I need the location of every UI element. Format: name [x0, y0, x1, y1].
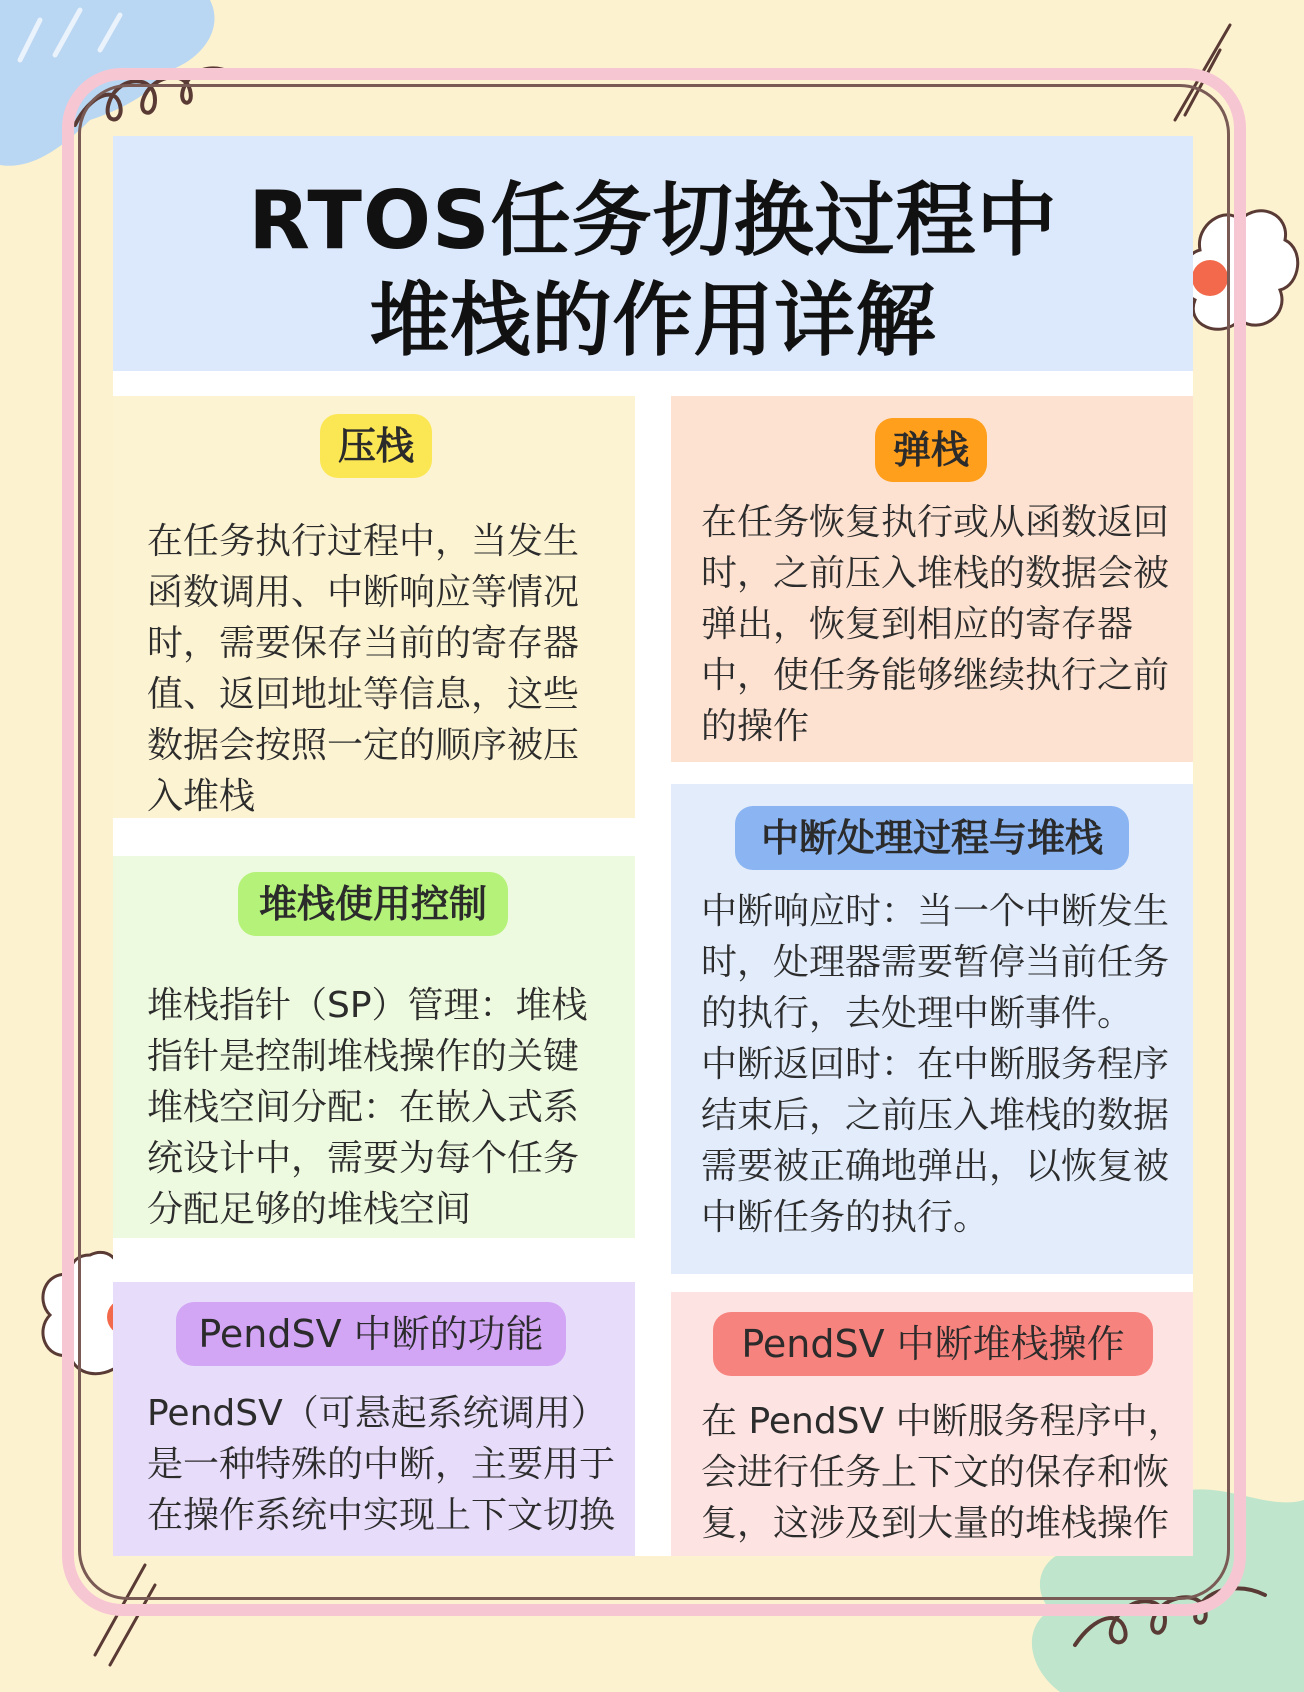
card-push-text: 在任务执行过程中，当发生 函数调用、中断响应等情况 时，需要保存当前的寄存器 值、返回地址等信息，这些 数据会按照一定的顺序被压 入堆栈	[147, 521, 580, 817]
card-pendsv-function-text: PendSV（可悬起系统调用） 是一种特殊的中断，主要用于 在操作系统中实现上下文切换	[147, 1393, 616, 1536]
card-interrupt	[671, 784, 1193, 1274]
card-control-heading: 堆栈使用控制	[238, 872, 508, 936]
card-push-heading: 压栈	[320, 414, 432, 478]
card-pendsv-stack	[671, 1292, 1193, 1556]
card-control-text: 堆栈指针（SP）管理：堆栈 指针是控制堆栈操作的关键 堆栈空间分配：在嵌入式系 统设计中，需要为每个任务 分配足够的堆栈空间	[147, 985, 588, 1230]
card-pendsv-stack-heading: PendSV 中断堆栈操作	[713, 1312, 1153, 1376]
card-push	[113, 396, 635, 818]
card-pop	[671, 396, 1193, 762]
card-pendsv-stack-text: 在 PendSV 中断服务程序中， 会进行任务上下文的保存和恢 复，这涉及到大量的堆栈操作	[701, 1401, 1184, 1544]
content-board	[113, 136, 1193, 1556]
card-interrupt-heading: 中断处理过程与堆栈	[735, 806, 1129, 870]
card-pop-text: 在任务恢复执行或从函数返回 时，之前压入堆栈的数据会被 弹出，恢复到相应的寄存器 中，使任务能够继续执行之前 的操作	[701, 502, 1170, 747]
card-pop-heading: 弹栈	[875, 418, 987, 482]
card-pendsv-function-heading: PendSV 中断的功能	[176, 1302, 566, 1366]
page-title-line-1: RTOS任务切换过程中	[248, 174, 1058, 267]
card-pendsv-function	[113, 1282, 635, 1556]
title-banner	[113, 136, 1193, 371]
card-interrupt-text: 中断响应时：当一个中断发生 时，处理器需要暂停当前任务 的执行，去处理中断事件。 中断返回时：在中断服务程序 结束后，之前压入堆栈的数据 需要被正确地弹出，以恢复被 中断任务的执行。	[701, 891, 1170, 1238]
page-title-line-2: 堆栈的作用详解	[369, 274, 937, 367]
card-control	[113, 856, 635, 1238]
